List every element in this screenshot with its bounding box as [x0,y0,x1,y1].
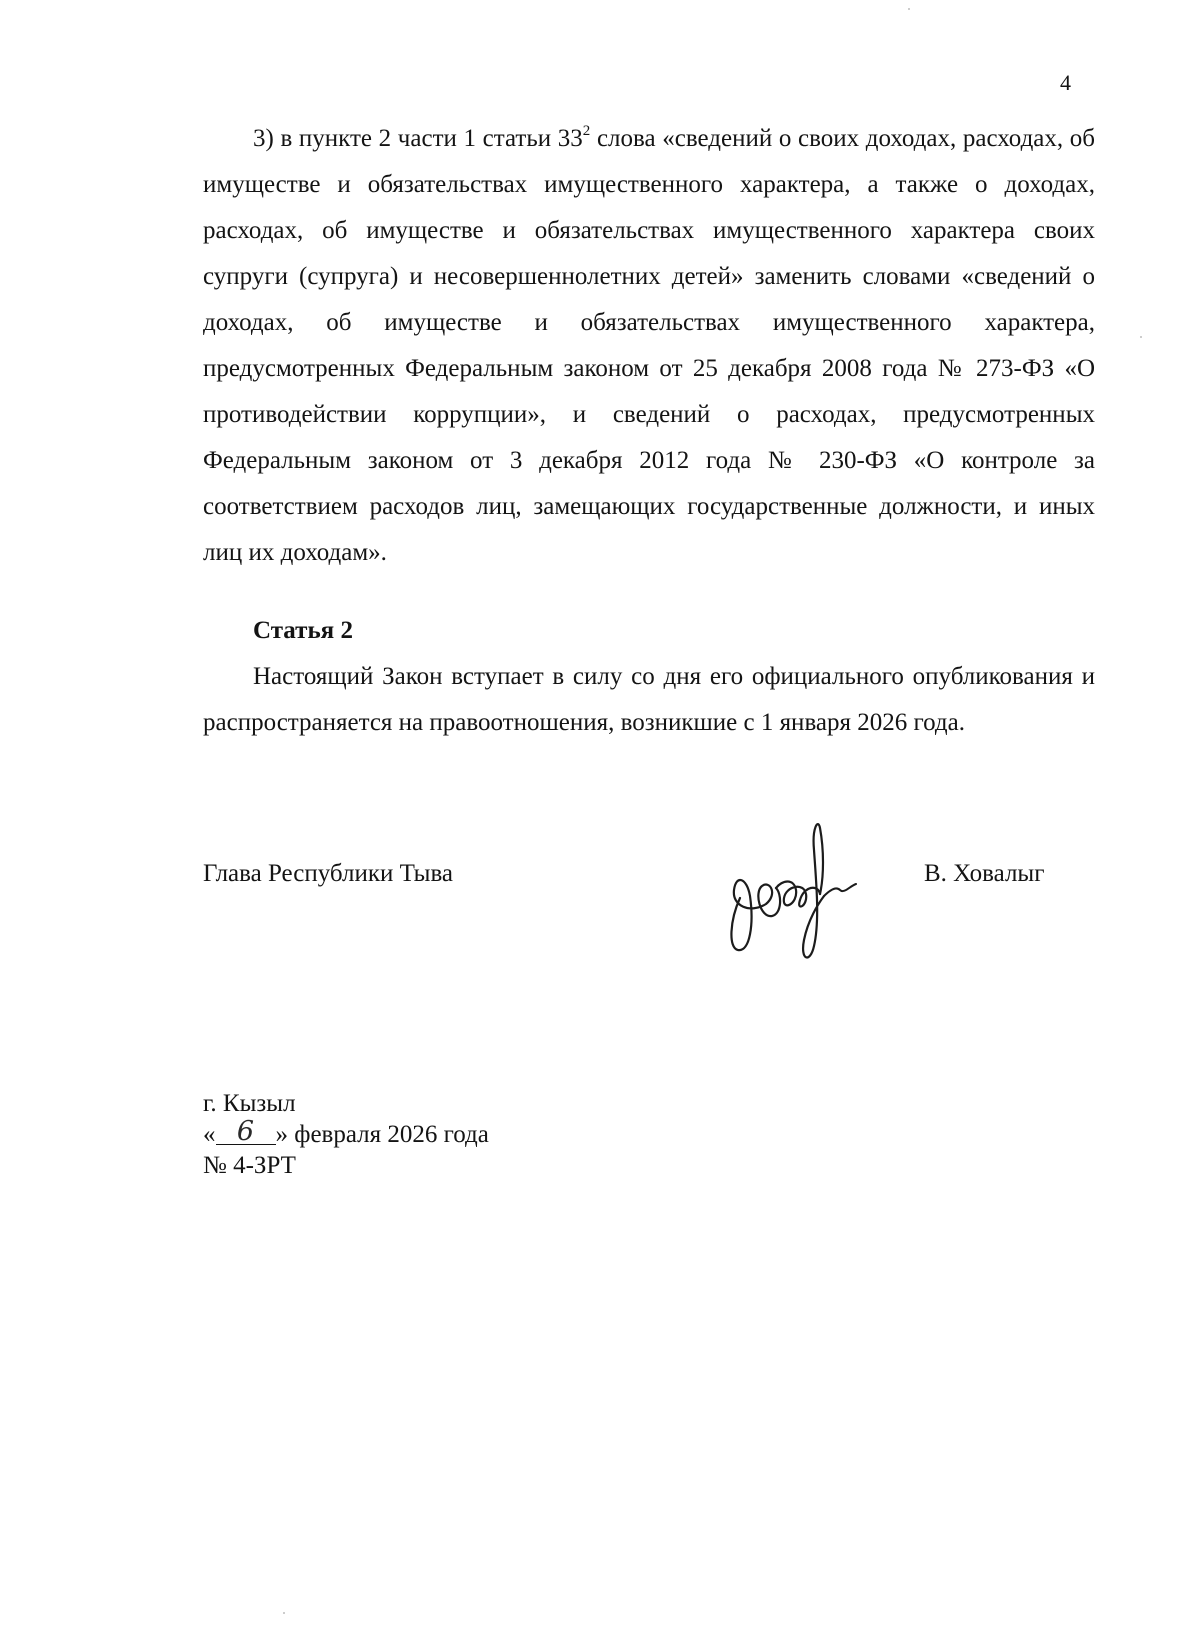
position-title: Глава Республики Тыва [203,860,454,887]
date-open-quote: « [203,1121,216,1148]
scan-speck [908,8,910,10]
day-field [216,1116,276,1147]
article-2-paragraph: Настоящий Закон вступает в силу со дня его официального опубликования и распространяется на правоотношения, возникшие с 1 января 2026 года. [203,663,1095,736]
date-rest: » февраля 2026 года [275,1121,489,1148]
handwritten-day: 6 [236,1116,255,1147]
footer-block [203,1088,489,1181]
amendment-text-start: 3) в пункте 2 части 1 статьи 33 [253,125,583,152]
amendment-text-rest: слова «сведений о своих доходах, расходах, об имуществе и обязательствах имущественного характера, а также о доходах, расходах, об имуществе и обязательствах имущественного характера своих супруги (супруга) и несовершеннолетних детей» заменить словами «сведений о доходах, об имуществе и обязательствах имущественного характера, предусмотренных Федеральным законом от 25 декабря 2008 года № 273-ФЗ «О противодействии коррупции», и сведений о расходах, предусмотренных Федеральным законом от 3 декабря 2012 года № 230-ФЗ «О контроле за соответствием расходов лиц, замещающих государственные должности, и иных лиц их доходам». [203,125,1095,566]
article-superscript: 2 [582,122,591,139]
article-heading: Статья 2 [253,617,353,644]
scan-speck [1140,336,1142,338]
date-line [203,1116,489,1150]
handwritten-signature [720,820,870,970]
scan-speck [283,1612,285,1614]
law-number: № 4-ЗРТ [203,1152,296,1179]
amendment-paragraph [203,116,1095,576]
signatory-name: В. Ховалыг [924,860,1045,887]
city-line: г. Кызыл [203,1090,296,1117]
page-number: 4 [1060,70,1071,95]
